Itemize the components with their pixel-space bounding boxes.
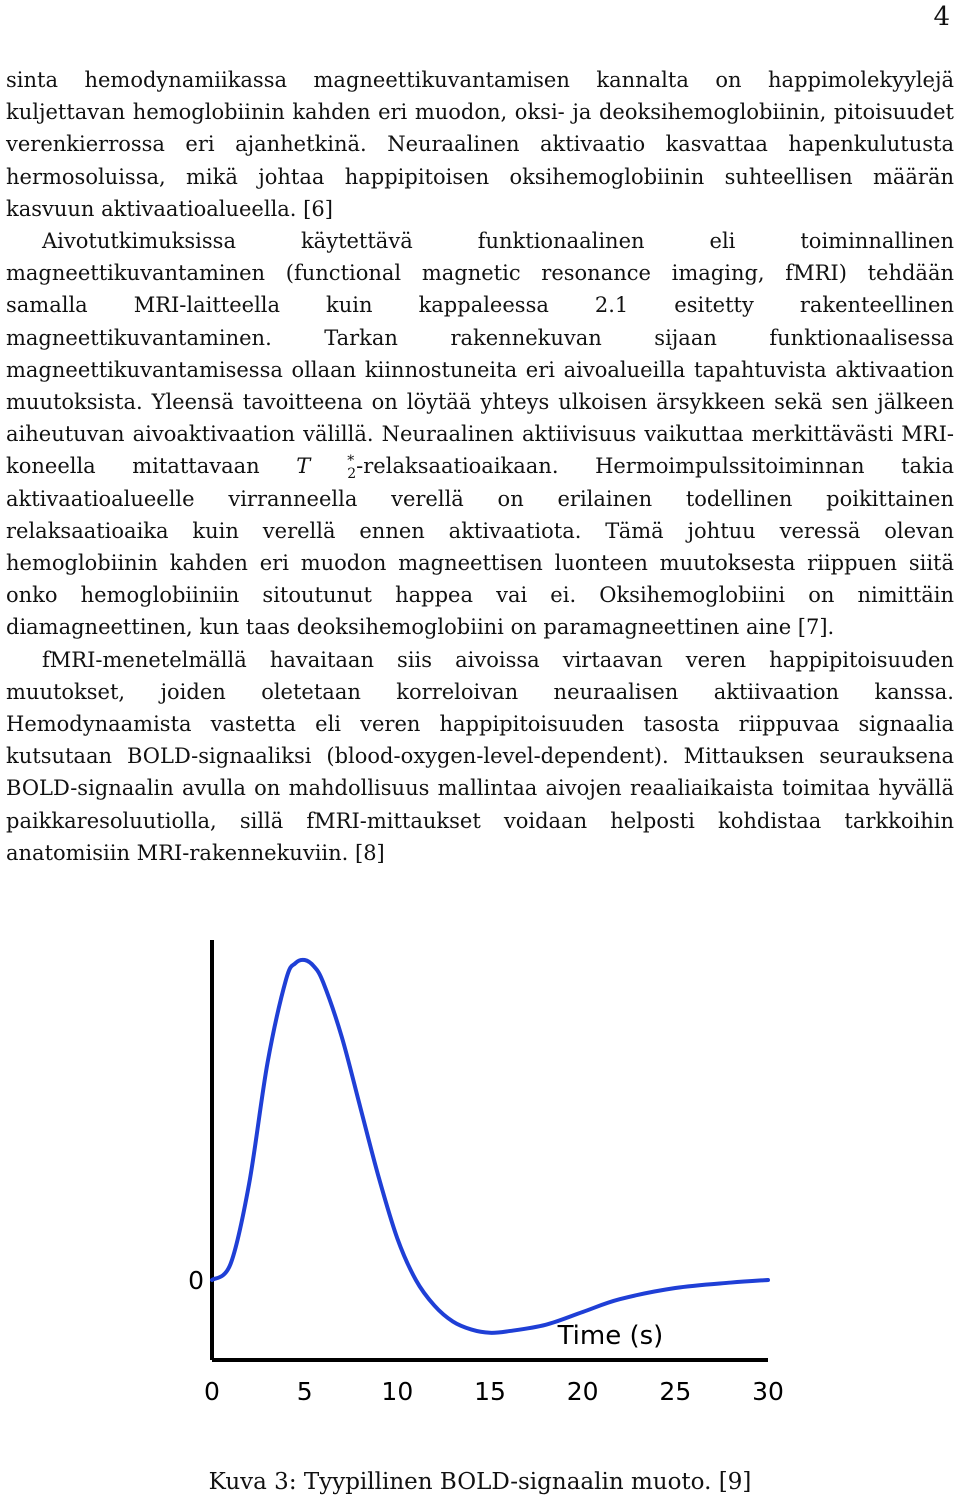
x-axis-label: Time (s) xyxy=(557,1321,664,1351)
bold-signal-line xyxy=(212,960,768,1333)
t2-scripts xyxy=(311,452,357,482)
t2-symbol: T xyxy=(296,454,311,479)
x-tick-label: 5 xyxy=(296,1377,313,1406)
x-tick-label: 10 xyxy=(381,1377,414,1406)
bold-signal-figure xyxy=(180,920,800,1430)
x-tick-label: 30 xyxy=(752,1377,784,1406)
x-tick-label: 15 xyxy=(474,1377,506,1406)
page-number: 4 xyxy=(933,2,950,32)
paragraph-2 xyxy=(6,225,954,644)
paragraph-3-text: fMRI-menetelmällä havaitaan siis aivoissa virtaavan veren happipitoisuuden muutokset, joiden oletetaan korreloivan neuraalisen aktiivaation kanssa. Hemodynaamista vastetta eli veren happipitoisuuden tasosta riippuvaa signaalia kutsutaan BOLD-signaaliksi (blood-oxygen-level-dependent). Mittauksen seurauksena BOLD-signaalin avulla on mahdollisuus mallintaa aivojen reaaliaikaista toimitaa hyvällä paikkaresoluutiolla, sillä fMRI-mittaukset voidaan helposti kohdistaa tarkkoihin anatomisiin MRI-rakennekuviin. [8] xyxy=(6,647,954,865)
paragraph-1 xyxy=(6,64,954,225)
body-text xyxy=(6,64,954,869)
paragraph-2-text: Aivotutkimuksissa käytettävä funktionaalinen eli toiminnallinen magneettikuvantaminen (functional magnetic resonance imaging, fMRI) tehdään samalla MRI-laitteella kuin kappaleessa 2.1 esitetty rakenteellinen magneettikuvantaminen. Tarkan rakennekuvan sijaan funktionaalisessa magneettikuvantamisessa ollaan kiinnostuneita eri aivoalueilla tapahtuvista aktivaation muutoksista. Yleensä tavoitteena on löytää yhteys ulkoisen ärsykkeen sekä sen jälkeen aiheutuvan aivoaktivaation välillä. Neuraalinen aktiivisuus vaikuttaa merkittävästi MRI-koneella mitattavaan xyxy=(6,229,954,479)
t2-superscript: * xyxy=(347,452,355,469)
t2-subscript: 2 xyxy=(347,465,357,482)
paragraph-2-text-after: -relaksaatioaikaan. Hermoimpulssitoiminnan takia aktivaatioalueelle virranneella verellä on erilainen todellinen poikittainen relaksaatioaika kuin verellä ennen aktivaatiota. Tämä johtuu veressä olevan hemoglobiinin kahden eri muodon magneettisen luonteen muutoksesta riippuen siitä onko hemoglobiiniin sitoutunut happea vai ei. Oksihemoglobiini on nimittäin diamagneettinen, kun taas deoksihemoglobiini on paramagneettinen aine [7]. xyxy=(6,454,954,640)
x-tick-label: 20 xyxy=(566,1377,599,1406)
figure-caption: Kuva 3: Tyypillinen BOLD-signaalin muoto. [9] xyxy=(208,1469,752,1495)
y-tick-label: 0 xyxy=(188,1266,204,1295)
x-tick-label: 25 xyxy=(659,1377,692,1406)
t2-star-symbol xyxy=(296,452,357,482)
paragraph-1-text: sinta hemodynamiikassa magneettikuvantamisen kannalta on happimolekyylejä kuljettavan hemoglobiinin kahden eri muodon, oksi- ja deoksihemoglobiinin, pitoisuudet verenkierrossa eri ajanhetkinä. Neuraalinen aktivaatio kasvattaa hapenkulutusta hermosoluissa, mikä johtaa happipitoisen oksihemoglobiinin suhteellisen määrän kasvuun aktivaatioalueella. [6] xyxy=(6,68,954,221)
bold-signal-chart xyxy=(180,920,800,1430)
x-tick-label: 0 xyxy=(204,1377,220,1406)
paragraph-3 xyxy=(6,644,954,869)
